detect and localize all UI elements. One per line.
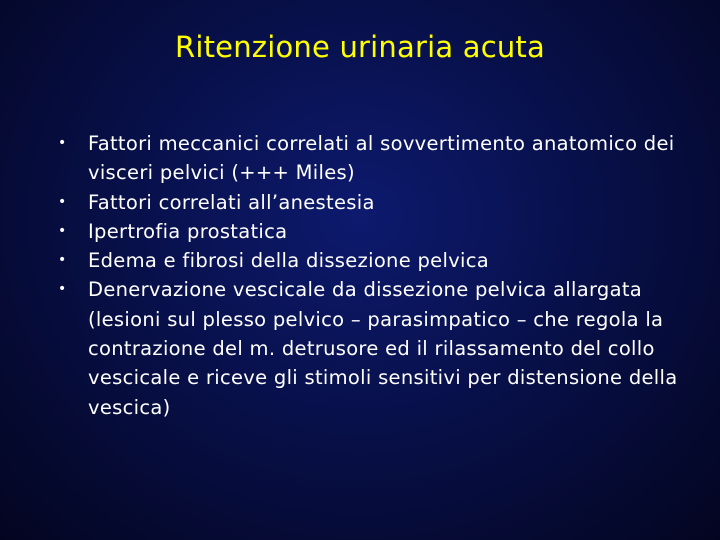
- bullet-item: [58, 217, 678, 246]
- bullet-text: Fattori correlati all’anestesia: [88, 190, 375, 214]
- bullet-icon: •: [58, 193, 67, 210]
- bullet-item: [58, 275, 678, 421]
- bullet-item: [58, 188, 678, 217]
- bullet-item: [58, 129, 678, 188]
- bullet-icon: •: [58, 252, 67, 269]
- bullet-text: Fattori meccanici correlati al sovvertimento anatomico dei visceri pelvici (+++ Miles): [88, 132, 675, 185]
- bullet-icon: •: [58, 281, 67, 298]
- bullet-icon: •: [58, 135, 67, 151]
- bullet-list: [58, 129, 678, 422]
- bullet-text: Ipertrofia prostatica: [88, 219, 288, 243]
- bullet-item: [58, 246, 678, 275]
- bullet-text: Edema e fibrosi della dissezione pelvica: [88, 249, 490, 273]
- bullet-text: Denervazione vescicale da dissezione pelvica allargata (lesioni sul plesso pelvico – parasimpatico – che regola la contrazione del m. detrusore ed il rilassamento del collo vescicale e riceve gli stimoli sensitivi per distensione della vescica): [88, 278, 678, 419]
- slide-title: Ritenzione urinaria acuta: [175, 30, 545, 64]
- bullet-icon: •: [58, 222, 67, 239]
